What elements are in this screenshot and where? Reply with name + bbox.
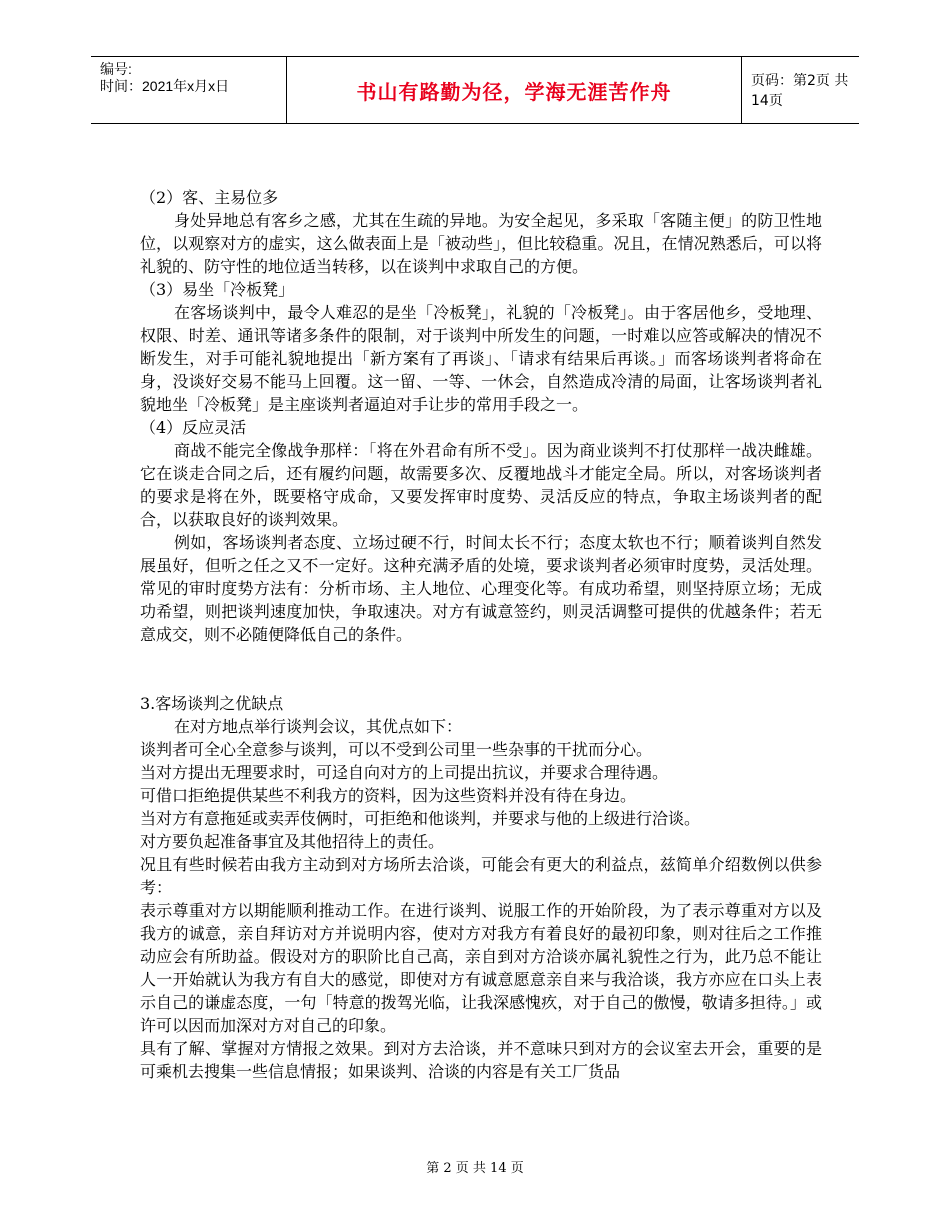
body-paragraph: 商战不能完全像战争那样：「将在外君命有所不受」。因为商业谈判不打仗那样一战决雌雄。它在谈走合同之后，还有履约问题，故需要多次、反覆地战斗才能定全局。所以，对客场谈判者的要求是将在外，既要格守成命，又要发挥审时度势、灵活反应的特点，争取主场谈判者的配合，以获取良好的谈判效果。 [140,441,822,529]
body-line: （4）反应灵活 [140,418,247,437]
document-body [140,186,822,1083]
body-line: 3.客场谈判之优缺点 [140,694,284,713]
document-date: 时间：2021年x月x日 [100,78,230,94]
body-line: （3）易坐「冷板凳」 [140,280,295,299]
document-number-label: 编号: [100,61,132,77]
body-paragraph: 例如，客场谈判者态度、立场过硬不行，时间太长不行；态度太软也不行；顺着谈判自然发展虽好，但听之任之又不一定好。这种充满矛盾的处境，要求谈判者必须审时度势，灵活处理。常见的审时度势方法有：分析市场、主人地位、心理变化等。有成功希望，则坚持原立场；无成功希望，则把谈判速度加快，争取速决。对方有诚意签约，则灵活调整可提供的优越条件；若无意成交，则不必随便降低自己的条件。 [140,533,822,644]
body-line: 谈判者可全心全意参与谈判，可以不受到公司里一些杂事的干扰而分心。 [140,740,653,759]
section-spacer [140,646,822,692]
body-line: 当对方有意拖延或卖弄伎俩时，可拒绝和他谈判，并要求与他的上级进行洽谈。 [140,809,701,828]
body-line: 可借口拒绝提供某些不利我方的资料，因为这些资料并没有待在身边。 [140,786,637,805]
body-line: 表示尊重对方以期能顺利推动工作。在进行谈判、说服工作的开始阶段，为了表示尊重对方以及我方的诚意，亲自拜访对方并说明内容，使对方对我方有着良好的最初印象，则对往后之工作推动应会有所助益。假设对方的职阶比自己高，亲自到对方洽谈亦属礼貌性之行为，此乃总不能让人一开始就认为我方有自大的感觉，即使对方有诚意愿意亲自来与我洽谈，我方亦应在口头上表示自己的谦虚态度，一句「特意的拨驾光临，让我深感愧疚，对于自己的傲慢，敬请多担待。」或许可以因而加深对方对自己的印象。 [140,901,822,1035]
body-paragraph: 在对方地点举行谈判会议，其优点如下： [174,717,463,736]
body-paragraph: 身处异地总有客乡之感，尤其在生疏的异地。为安全起见，多采取「客随主便」的防卫性地位，以观察对方的虚实，这么做表面上是「被动些」，但比较稳重。况且，在情况熟悉后，可以将礼貌的、防守性的地位适当转移，以在谈判中求取自己的方便。 [140,211,822,276]
body-line: 况且有些时候若由我方主动到对方场所去洽谈，可能会有更大的利益点，兹简单介绍数例以供参考： [140,855,822,897]
body-line: 对方要负起准备事宜及其他招待上的责任。 [140,832,445,851]
header-motto: 书山有路勤为径，学海无涯苦作舟 [286,57,742,123]
body-paragraph: 在客场谈判中，最令人难忍的是坐「冷板凳」，礼貌的「冷板凳」。由于客居他乡，受地理、权限、时差、通讯等诸多条件的限制，对于谈判中所发生的问题，一时难以应答或解决的情况不断发生，对手可能礼貌地提出「新方案有了再谈」、「请求有结果后再谈。」而客场谈判者将命在身，没谈好交易不能马上回覆。这一留、一等、一休会，自然造成冷清的局面，让客场谈判者礼貌地坐「冷板凳」是主座谈判者逼迫对手让步的常用手段之一。 [140,303,822,414]
page-footer: 第 2 页 共 14 页 [426,1161,524,1176]
body-line: 具有了解、掌握对方情报之效果。到对方去洽谈，并不意味只到对方的会议室去开会，重要的是可乘机去搜集一些信息情报；如果谈判、洽谈的内容是有关工厂货品 [140,1039,822,1081]
body-line: 当对方提出无理要求时，可迳自向对方的上司提出抗议，并要求合理待遇。 [140,763,669,782]
header-meta [91,57,286,123]
body-line: （2）客、主易位多 [140,188,279,207]
page-header [91,56,859,124]
header-page-info: 页码：第2页 共14页 [751,73,849,109]
